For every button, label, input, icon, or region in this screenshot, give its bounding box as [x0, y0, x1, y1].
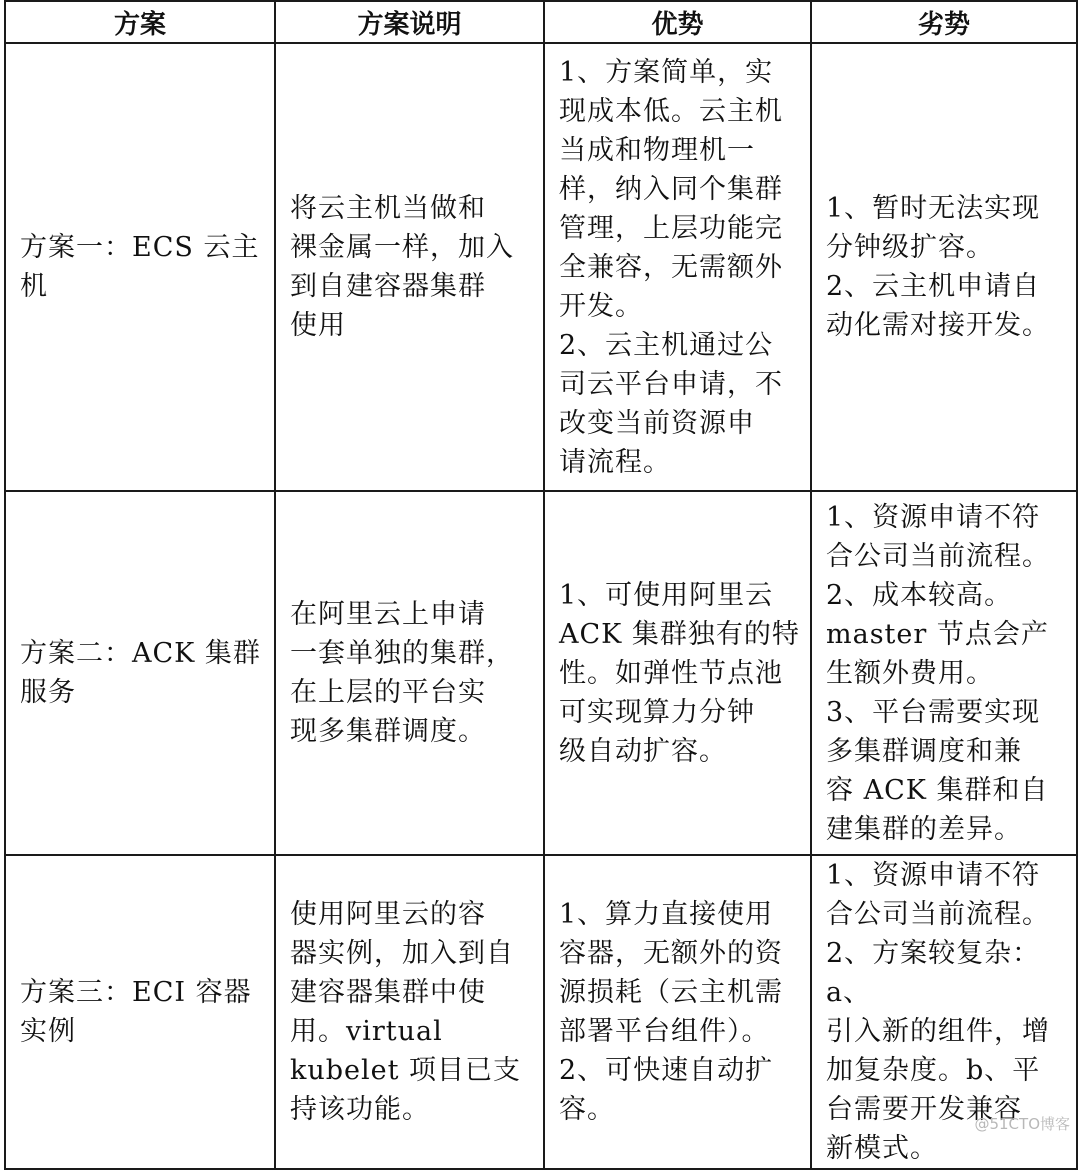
cell-description — [275, 491, 544, 855]
cell-line: ACK 集群独有的特 — [559, 618, 800, 650]
disadvantages-text — [826, 189, 1068, 345]
cell-line: 到自建容器集群 — [290, 271, 486, 302]
cell-line: 请流程。 — [559, 446, 671, 478]
cell-line: 2、云主机申请自 — [826, 271, 1041, 302]
cell-line: 将云主机当做和 — [290, 193, 486, 224]
cell-line: 多集群调度和兼 — [826, 735, 1022, 767]
advantages-text — [559, 53, 802, 482]
cell-line: kubelet 项目已支 — [290, 1055, 522, 1086]
cell-line: 容。 — [559, 1094, 615, 1125]
watermark: @51CTO博客 — [974, 1115, 1070, 1133]
description-text — [290, 595, 535, 751]
header-scheme: 方案 — [5, 1, 275, 43]
cell-line: 1、可使用阿里云 — [559, 579, 774, 611]
cell-line: 分钟级扩容。 — [826, 232, 994, 263]
cell-line: 司云平台申请，不 — [559, 368, 783, 400]
cell-line: 当成和物理机一 — [559, 134, 755, 166]
cell-line: 现多集群调度。 — [290, 716, 486, 747]
header-description: 方案说明 — [275, 1, 544, 43]
cell-line: 引入新的组件，增 — [826, 1016, 1050, 1047]
cell-line: 开发。 — [559, 290, 643, 322]
cell-line: 合公司当前流程。 — [826, 540, 1050, 572]
header-disadvantages: 劣势 — [811, 1, 1077, 43]
cell-line: 2、云主机通过公 — [559, 329, 774, 361]
cell-line: 加复杂度。b、平 — [826, 1055, 1041, 1086]
cell-line: 管理，上层功能完 — [559, 212, 783, 244]
cell-line: 2、可快速自动扩 — [559, 1055, 774, 1086]
cell-line: 可实现算力分钟 — [559, 696, 755, 728]
cell-line: 裸金属一样，加入 — [290, 232, 514, 263]
advantages-text — [559, 895, 802, 1129]
cell-advantages — [544, 43, 811, 491]
cell-scheme — [5, 491, 275, 855]
cell-line: 服务 — [20, 677, 76, 708]
cell-line: 使用 — [290, 310, 346, 341]
cell-scheme — [5, 43, 275, 491]
cell-line: 1、资源申请不符 — [826, 860, 1041, 891]
cell-line: 生额外费用。 — [826, 657, 994, 689]
table-row — [5, 491, 1077, 855]
cell-line: 性。如弹性节点池 — [559, 657, 783, 689]
cell-description — [275, 43, 544, 491]
cell-line: 3、平台需要实现 — [826, 696, 1041, 728]
comparison-table — [4, 0, 1078, 1170]
cell-line: 建容器集群中使 — [290, 977, 486, 1008]
disadvantages-text — [826, 498, 1068, 849]
cell-line: 持该功能。 — [290, 1094, 430, 1125]
cell-line: 一套单独的集群， — [290, 638, 514, 669]
cell-line: 动化需对接开发。 — [826, 310, 1050, 341]
cell-line: 实例 — [20, 1016, 76, 1047]
header-row — [5, 1, 1077, 43]
cell-line: 在阿里云上申请 — [290, 599, 486, 630]
cell-line: 1、暂时无法实现 — [826, 193, 1041, 224]
cell-description — [275, 855, 544, 1169]
cell-line: 改变当前资源申 — [559, 407, 755, 439]
cell-line: 源损耗（云主机需 — [559, 977, 783, 1008]
cell-line: 样，纳入同个集群 — [559, 173, 783, 205]
scheme-text — [20, 228, 266, 306]
cell-line: 用。virtual — [290, 1016, 443, 1047]
cell-scheme — [5, 855, 275, 1169]
cell-advantages — [544, 855, 811, 1169]
cell-line: 新模式。 — [826, 1133, 938, 1164]
cell-line: 2、成本较高。 — [826, 579, 1013, 611]
cell-line: 1、方案简单，实 — [559, 56, 774, 88]
cell-line: 器实例，加入到自 — [290, 938, 514, 969]
cell-line: 合公司当前流程。 — [826, 899, 1050, 930]
cell-disadvantages — [811, 491, 1077, 855]
description-text — [290, 189, 535, 345]
advantages-text — [559, 576, 802, 771]
description-text — [290, 895, 535, 1129]
cell-line: 现成本低。云主机 — [559, 95, 783, 127]
cell-line: 方案三：ECI 容器 — [20, 977, 252, 1008]
cell-line: 容器，无额外的资 — [559, 938, 783, 969]
cell-line: 台需要开发兼容 — [826, 1094, 1022, 1125]
cell-line: 容 ACK 集群和自 — [826, 774, 1049, 806]
header-advantages: 优势 — [544, 1, 811, 43]
cell-line: master 节点会产 — [826, 618, 1049, 650]
cell-line: 方案一：ECS 云主 — [20, 232, 260, 263]
cell-advantages — [544, 491, 811, 855]
cell-line: 使用阿里云的容 — [290, 899, 486, 930]
cell-line: 机 — [20, 271, 48, 302]
scheme-text — [20, 973, 266, 1051]
cell-line: 全兼容，无需额外 — [559, 251, 783, 283]
cell-disadvantages — [811, 43, 1077, 491]
cell-line: 1、资源申请不符 — [826, 501, 1041, 533]
cell-line: 2、方案较复杂：a、 — [826, 938, 1041, 1008]
scheme-text — [20, 634, 266, 712]
table-row — [5, 855, 1077, 1169]
cell-line: 方案二：ACK 集群 — [20, 638, 261, 669]
cell-line: 级自动扩容。 — [559, 735, 727, 767]
cell-line: 1、算力直接使用 — [559, 899, 774, 930]
cell-line: 在上层的平台实 — [290, 677, 486, 708]
table-row — [5, 43, 1077, 491]
cell-line: 建集群的差异。 — [826, 813, 1022, 845]
cell-line: 部署平台组件）。 — [559, 1016, 770, 1047]
